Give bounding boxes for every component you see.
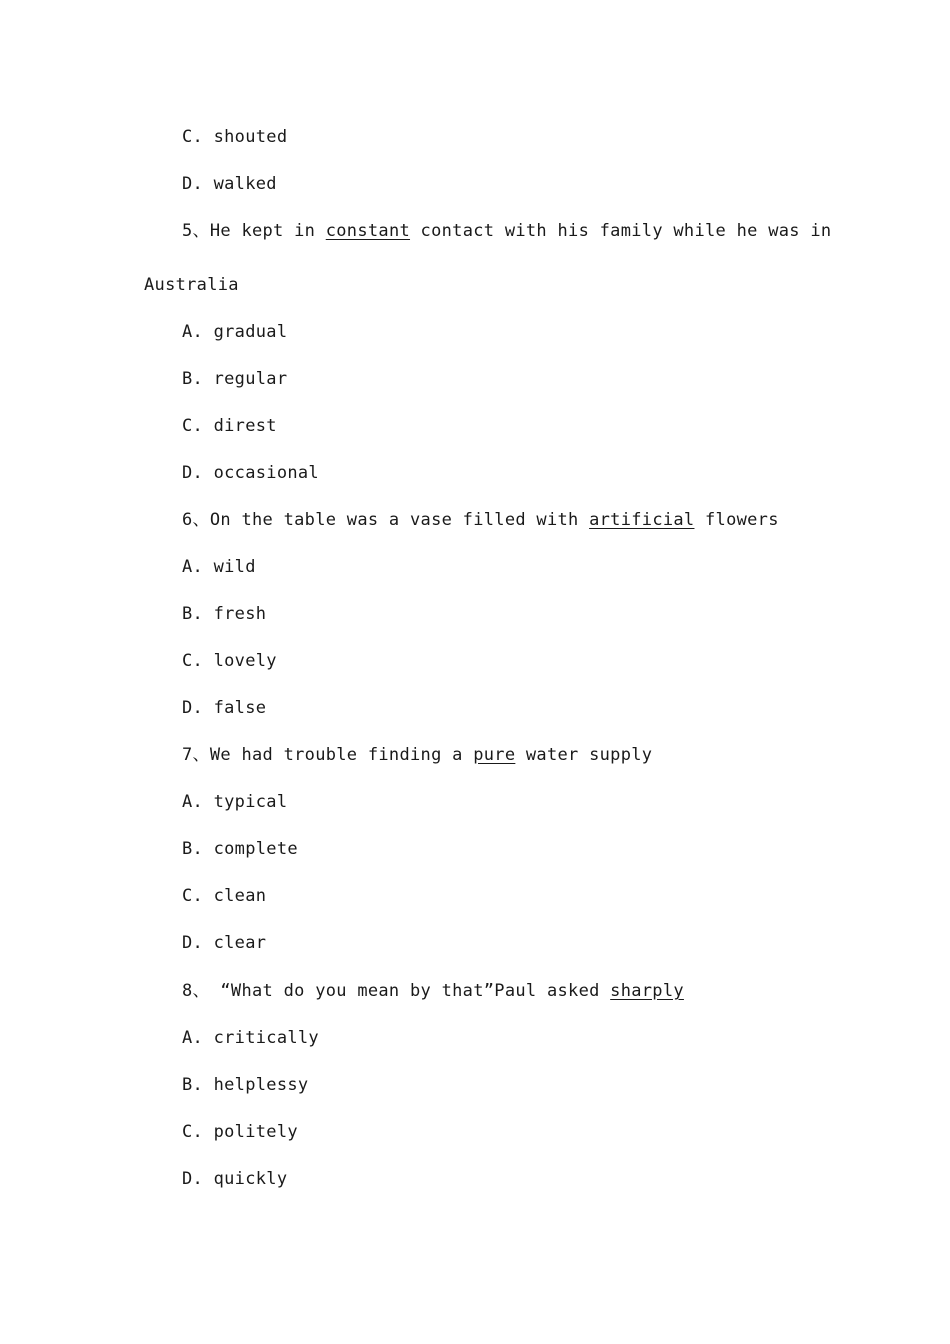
question-5-continuation: Australia bbox=[144, 275, 239, 295]
option-q5-b: B. regular bbox=[182, 369, 288, 389]
option-q5-c: C. direst bbox=[182, 416, 277, 436]
question-number: 6、 bbox=[182, 510, 210, 530]
option-q7-a: A. typical bbox=[182, 792, 288, 812]
question-text: contact with his family while he was in bbox=[410, 221, 832, 241]
question-text: “What do you mean by that”Paul asked bbox=[209, 981, 611, 1001]
question-text: flowers bbox=[694, 510, 779, 530]
option-q8-c: C. politely bbox=[182, 1122, 298, 1142]
question-number: 5、 bbox=[182, 221, 210, 241]
option-q7-b: B. complete bbox=[182, 839, 298, 859]
option-q7-d: D. clear bbox=[182, 933, 267, 953]
option-q6-a: A. wild bbox=[182, 557, 256, 577]
option-q6-c: C. lovely bbox=[182, 651, 277, 671]
question-5 bbox=[182, 220, 831, 242]
option-q8-d: D. quickly bbox=[182, 1169, 288, 1189]
option-q4-c: C. shouted bbox=[182, 127, 288, 147]
option-q8-b: B. helplessy bbox=[182, 1075, 309, 1095]
question-text: water supply bbox=[515, 745, 653, 765]
option-q5-a: A. gradual bbox=[182, 322, 288, 342]
question-text: He kept in bbox=[209, 221, 326, 241]
question-7 bbox=[182, 744, 652, 766]
option-q7-c: C. clean bbox=[182, 886, 267, 906]
underlined-word: pure bbox=[473, 745, 516, 765]
underlined-word: constant bbox=[325, 221, 411, 241]
option-q5-d: D. occasional bbox=[182, 463, 319, 483]
question-text: We had trouble finding a bbox=[209, 745, 474, 765]
underlined-word: sharply bbox=[610, 981, 684, 1001]
underlined-word: artificial bbox=[589, 510, 695, 530]
option-q6-d: D. false bbox=[182, 698, 267, 718]
option-q8-a: A. critically bbox=[182, 1028, 319, 1048]
question-6 bbox=[182, 509, 779, 531]
question-number: 7、 bbox=[182, 745, 210, 765]
question-text: On the table was a vase filled with bbox=[209, 510, 590, 530]
option-q4-d: D. walked bbox=[182, 174, 277, 194]
question-8 bbox=[182, 980, 684, 1002]
question-number: 8、 bbox=[182, 981, 210, 1001]
option-q6-b: B. fresh bbox=[182, 604, 267, 624]
